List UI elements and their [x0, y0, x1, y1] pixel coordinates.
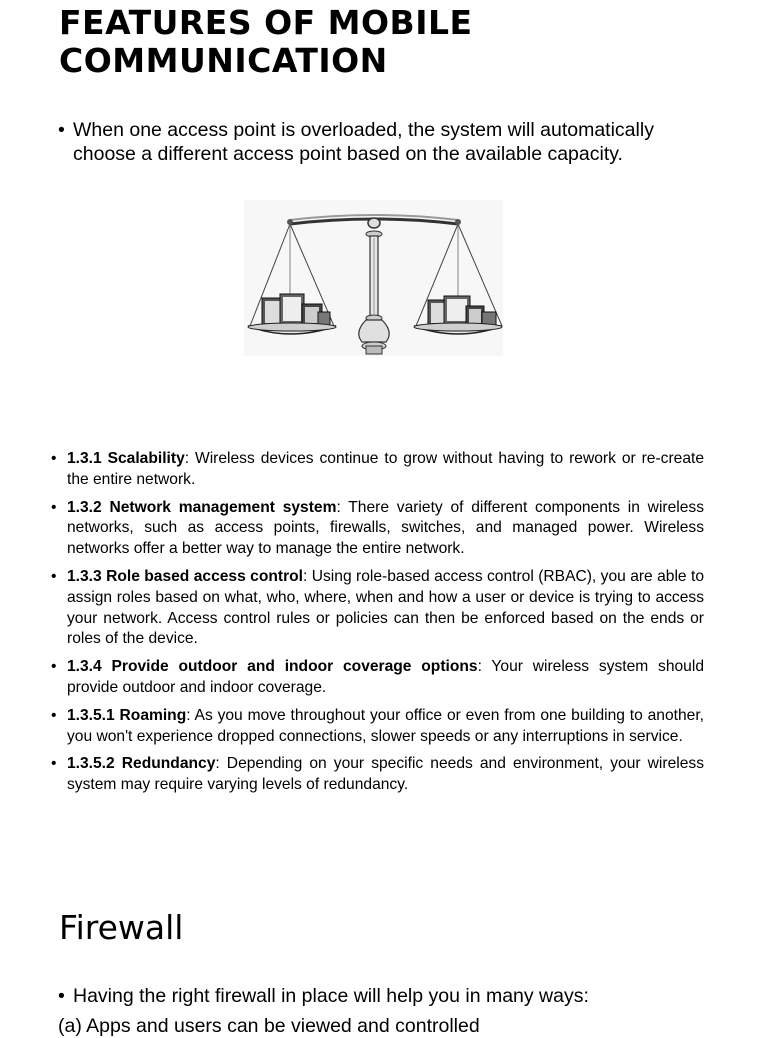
feature-heading: 1.3.3 Role based access control [67, 567, 304, 585]
list-item [51, 449, 704, 491]
feature-heading: 1.3.4 Provide outdoor and indoor coverage options [67, 658, 478, 676]
feature-text: : There variety of different components in wireless networks, such as access points, firewalls, switches, and managed power. Wireless networks offer a better way to manage the entire network. [67, 498, 705, 558]
feature-text: : Your wireless system should provide outdoor and indoor coverage. [67, 658, 704, 696]
page-title: FEATURES OF MOBILE COMMUNICATION [59, 3, 473, 80]
balance-scale-illustration [244, 200, 503, 356]
feature-text: : As you move throughout your office or even from one building to another, you won't experience dropped connections, slower speeds or any interruptions in service. [67, 706, 704, 745]
features-list [51, 449, 704, 803]
list-item [51, 567, 704, 650]
list-item [51, 498, 704, 560]
firewall-bullet-text: Having the right firewall in place will help you in many ways: [73, 985, 589, 1007]
firewall-next-line: (a) Apps and users can be viewed and controlled [58, 1015, 480, 1037]
bullet-marker: • [51, 450, 57, 467]
feature-heading: 1.3.1 Scalability [67, 450, 185, 467]
bullet-marker: • [51, 755, 57, 773]
feature-text: : Wireless devices continue to grow without having to rework or re-create the entire network. [67, 450, 704, 488]
bullet-marker: • [51, 567, 57, 585]
bullet-marker: • [51, 658, 57, 676]
bullet-marker: • [51, 498, 57, 516]
feature-heading: 1.3.5.2 Redundancy [67, 755, 216, 773]
bullet-marker: • [51, 706, 57, 724]
list-item [51, 754, 704, 796]
feature-heading: 1.3.2 Network management system [67, 498, 337, 516]
firewall-bullet [58, 984, 718, 1008]
intro-text: When one access point is overloaded, the system will automatically choose a different access point based on the available capacity. [73, 119, 654, 165]
bullet-marker: • [58, 985, 65, 1007]
feature-heading: 1.3.5.1 Roaming [67, 706, 187, 724]
bullet-marker: • [58, 119, 65, 141]
section-heading-firewall: Firewall [59, 908, 184, 947]
balance-scale-icon [244, 200, 503, 356]
list-item [51, 657, 704, 699]
list-item [51, 706, 704, 748]
feature-text: : Depending on your specific needs and environment, your wireless system may require varying levels of redundancy. [67, 755, 704, 794]
intro-bullet [58, 118, 718, 166]
feature-text: : Using role-based access control (RBAC), you are able to assign roles based on what, who, where, when and how a user or device is trying to access your network. Access control rules or policies can then be enforced based on the ends or roles of the device. [67, 567, 705, 648]
